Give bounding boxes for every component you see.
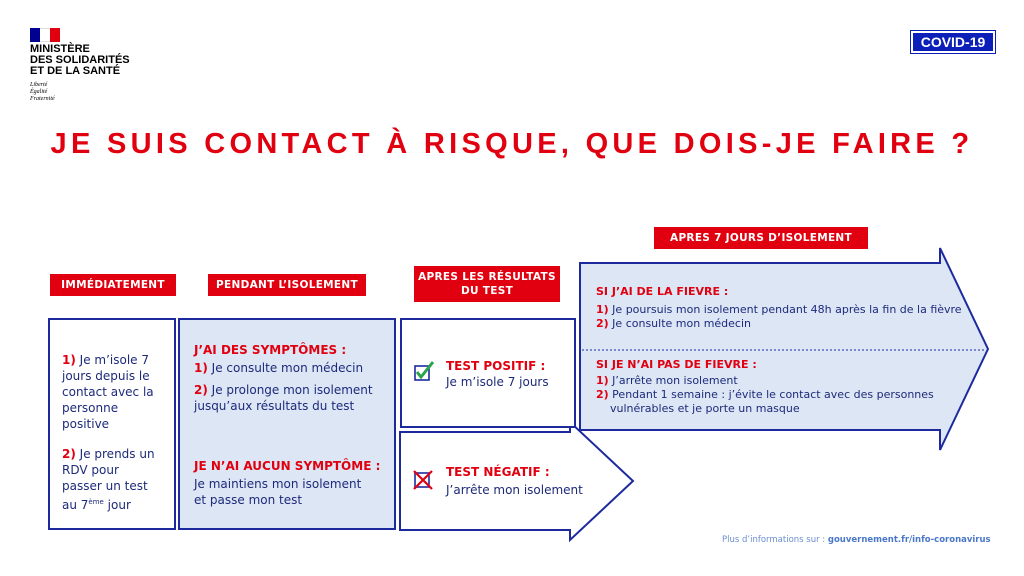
item-1-text-d: personne	[62, 401, 119, 415]
label-after-results	[414, 266, 560, 302]
symptoms-step-1	[194, 360, 394, 376]
ministry-line-3: ET DE LA SANTÉ	[30, 65, 121, 77]
item-2-text-b: RDV pour	[62, 463, 119, 477]
step-1-number: 1)	[194, 361, 208, 375]
positive-test-text: Je m’isole 7 jours	[446, 375, 549, 389]
symptoms-step-2	[194, 382, 394, 398]
no-fever-step-1	[596, 374, 956, 388]
covid-badge: COVID-19	[910, 30, 996, 54]
no-fever-step-2-text-b: vulnérables et je porte un masque	[610, 402, 800, 415]
no-symptoms-text-a: Je maintiens mon isolement	[194, 477, 362, 491]
motto-line-3: Fraternité	[30, 96, 55, 102]
immediately-item-1	[62, 352, 172, 368]
step-2-text-b: jusqu’aux résultats du test	[194, 399, 355, 413]
no-symptoms-text-b: et passe mon test	[194, 493, 303, 507]
label-after-results-line1: APRES LES RÉSULTATS	[418, 271, 556, 283]
ministry-line-2: DES SOLIDARITÉS	[30, 54, 130, 66]
item-2-text-c: passer un test	[62, 479, 148, 493]
after-7-days-arrow	[580, 248, 988, 450]
negative-test-content	[446, 464, 606, 498]
symptoms-heading: J’AI DES SYMPTÔMES :	[194, 343, 347, 357]
no-fever-step-2	[596, 388, 956, 402]
step-2-text-a: Je prolonge mon isolement	[207, 383, 373, 397]
ministry-line-1: MINISTÈRE	[30, 43, 90, 55]
label-after-results-line2: DU TEST	[460, 285, 514, 297]
motto-line-2: Égalité	[30, 89, 48, 95]
footer-link[interactable]: gouvernement.fr/info-coronavirus	[827, 535, 991, 545]
item-1-text-c: contact avec la	[62, 385, 154, 399]
no-fever-step-2-text-a: Pendant 1 semaine : j’évite le contact avec des personnes	[608, 388, 934, 401]
fever-step-1-number: 1)	[596, 303, 609, 316]
immediately-item-2	[62, 446, 172, 462]
item-2-superscript: ème	[88, 498, 104, 506]
item-2-text-d: au 7	[62, 498, 89, 512]
no-fever-step-1-text: J’arrête mon isolement	[608, 374, 738, 387]
label-after-7-days: APRES 7 JOURS D’ISOLEMENT	[654, 227, 868, 249]
positive-test-content	[446, 358, 571, 390]
label-immediately: IMMÉDIATEMENT	[50, 274, 176, 296]
fever-step-2-number: 2)	[596, 317, 609, 330]
footer-info	[722, 535, 991, 545]
no-symptoms-heading: JE N’AI AUCUN SYMPTÔME :	[194, 459, 381, 473]
item-2-text-e: jour	[103, 498, 131, 512]
label-during-isolation: PENDANT L’ISOLEMENT	[208, 274, 366, 296]
item-1-number: 1)	[62, 353, 76, 367]
negative-test-text: J’arrête mon isolement	[446, 483, 583, 497]
item-1-text-e: positive	[62, 417, 110, 431]
item-2-number: 2)	[62, 447, 76, 461]
fever-step-1-text: Je poursuis mon isolement pendant 48h après la fin de la fièvre	[608, 303, 962, 316]
fever-heading: SI J’AI DE LA FIEVRE :	[596, 285, 729, 298]
item-1-text-b: jours depuis le	[62, 369, 150, 383]
item-2-text-a: Je prends un	[75, 447, 155, 461]
negative-test-heading: TEST NÉGATIF :	[446, 465, 550, 479]
no-fever-heading: SI JE N’AI PAS DE FIEVRE :	[596, 358, 757, 371]
positive-test-heading: TEST POSITIF :	[446, 359, 546, 373]
item-1-text-a: Je m’isole 7	[75, 353, 149, 367]
footer-prefix: Plus d’informations sur :	[722, 535, 828, 545]
during-isolation-content	[194, 342, 394, 508]
no-fever-step-2-number: 2)	[596, 388, 609, 401]
step-1-text: Je consulte mon médecin	[207, 361, 364, 375]
step-2-number: 2)	[194, 383, 208, 397]
fever-step-2-text: Je consulte mon médecin	[608, 317, 751, 330]
motto-line-1: Liberté	[30, 82, 48, 88]
page-title: JE SUIS CONTACT À RISQUE, QUE DOIS-JE FAIRE ?	[50, 128, 974, 160]
item-2-text-d-line	[62, 494, 172, 513]
no-fever-step-1-number: 1)	[596, 374, 609, 387]
fever-step-2	[596, 317, 976, 331]
fever-step-1	[596, 303, 976, 317]
no-fever-section	[596, 358, 956, 416]
immediately-content	[62, 352, 172, 513]
fever-section	[596, 285, 976, 331]
